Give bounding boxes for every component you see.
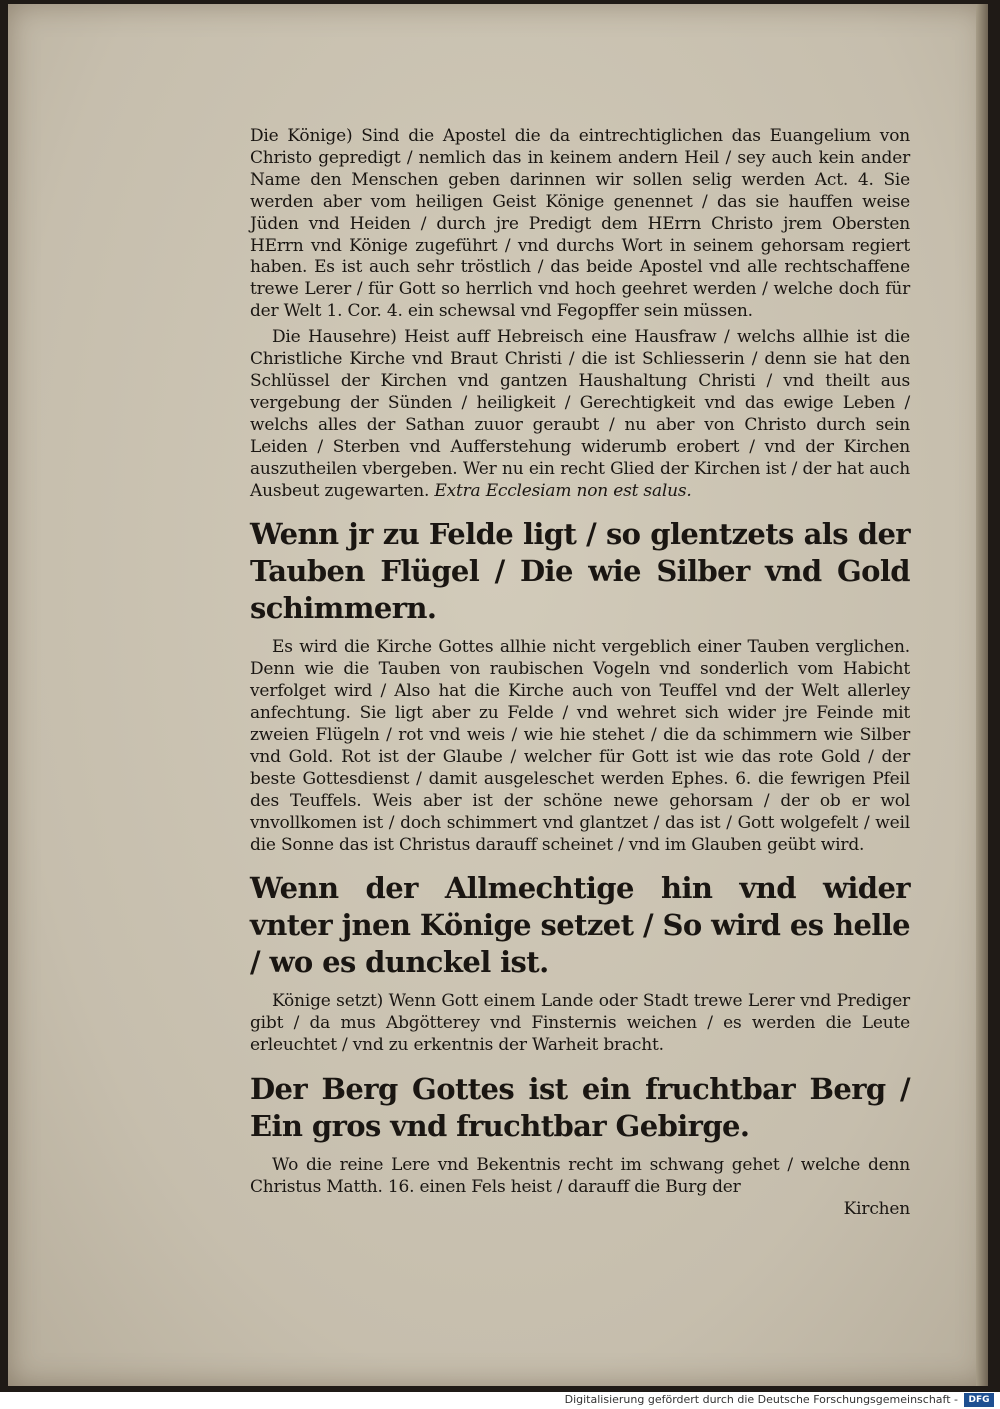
heading-allmechtige: Wenn der Allmechtige hin vnd wider vnter jnen Könige setzet / So wird es helle / wo es dunckel ist. xyxy=(250,871,910,980)
footer-bar xyxy=(0,1392,1000,1409)
page-content xyxy=(250,126,910,1221)
page-edge xyxy=(976,4,988,1386)
footer-credit: Digitalisierung gefördert durch die Deutsche Forschungsgemeinschaft - xyxy=(564,1393,958,1406)
catchword: Kirchen xyxy=(843,1199,910,1219)
paragraph-tauben: Es wird die Kirche Gottes allhie nicht vergeblich einer Tauben verglichen. Denn wie die Tauben von raubischen Vogeln vnd sonderlich vom Habicht verfolget wird / Also hat die Kirche auch von Teuffel vnd der Welt allerley anfechtung. Sie ligt aber zu Felde / vnd wehret sich wider jre Feinde mit zweien Flügeln / rot vnd weis / wie hie stehet / die da schimmern wie Silber vnd Gold. Rot ist der Glaube / welcher für Gott ist wie das rote Gold / der beste Gottesdienst / damit ausgeleschet werden Ephes. 6. die fewrigen Pfeil des Teuffels. Weis aber ist der schöne newe gehorsam / der ob er wol vnvollkomen ist / doch schimmert vnd glantzet / das ist / Gott wolgefelt / weil die Sonne das ist Christus darauff scheinet / vnd im Glauben geübt wird. xyxy=(250,637,910,855)
paragraph-hausehre xyxy=(250,327,910,502)
paragraph-hausehre-text: Die Hausehre) Heist auff Hebreisch eine Hausfraw / welchs allhie ist die Christliche Kirche vnd Braut Christi / die ist Schliesserin / denn sie hat den Schlüssel der Kirchen vnd gantzen Haushaltung Christi / vnd theilt aus vergebung der Sünden / heiligkeit / Gerechtigkeit vnd das ewige Leben / welchs alles der Sathan zuuor geraubt / nu aber von Christo durch sein Leiden / Sterben vnd Aufferstehung widerumb erobert / vnd der Kirchen auszutheilen vbergeben. Wer nu ein recht Glied der Kirchen ist / der hat auch Ausbeut zugewarten. xyxy=(250,327,910,501)
heading-berg-gottes: Der Berg Gottes ist ein fruchtbar Berg / Ein gros vnd fruchtbar Gebirge. xyxy=(250,1072,910,1144)
paragraph-reine-lere: Wo die reine Lere vnd Bekentnis recht im schwang gehet / welche denn Christus Matth. 16. einen Fels heist / darauff die Burg der xyxy=(250,1155,910,1198)
dfg-logo-icon: DFG xyxy=(964,1393,994,1407)
paragraph-koenige: Die Könige) Sind die Apostel die da eintrechtiglichen das Euangelium von Christo gepredigt / nemlich das in keinem andern Heil / sey auch kein ander Name den Menschen geben darinnen wir sollen selig werden Act. 4. Sie werden aber vom heiligen Geist Könige genennet / das sie hauffen weise Jüden vnd Heiden / durch jre Predigt dem HErrn Christo jrem Obersten HErrn vnd Könige zugeführt / vnd durchs Wort in seinem gehorsam regiert haben. Es ist auch sehr tröstlich / das beide Apostel vnd alle rechtschaffene trewe Lerer / für Gott so herrlich vnd hoch geehret werden / welche doch für der Welt 1. Cor. 4. ein schewsal vnd Fegopffer sein müssen. xyxy=(250,126,910,322)
latin-phrase: Extra Ecclesiam non est salus. xyxy=(434,480,692,501)
heading-tauben: Wenn jr zu Felde ligt / so glentzets als der Tauben Flügel / Die wie Silber vnd Gold schimmern. xyxy=(250,517,910,626)
paragraph-koenige-setzt: Könige setzt) Wenn Gott einem Lande oder Stadt trewe Lerer vnd Prediger gibt / da mus Abgötterey vnd Finsternis weichen / es werden die Leute erleuchtet / vnd zu erkentnis der Warheit bracht. xyxy=(250,991,910,1056)
book-page xyxy=(8,4,988,1386)
